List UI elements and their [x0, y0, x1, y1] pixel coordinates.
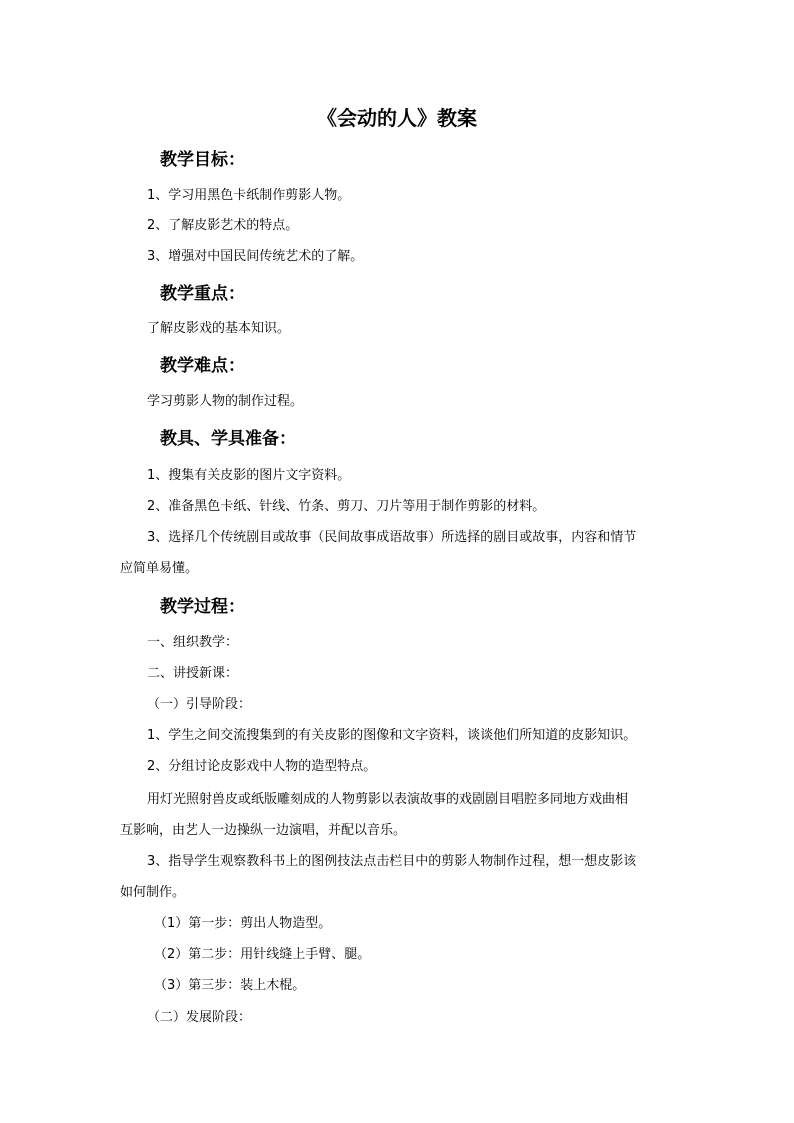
process-line: 2、分组讨论皮影戏中人物的造型特点。	[147, 759, 377, 774]
section-heading-goals: 教学目标：	[160, 150, 245, 170]
process-step: （2）第二步：用针线缝上手臂、腿。	[154, 947, 371, 962]
process-line: 1、学生之间交流搜集到的有关皮影的图像和文字资料，谈谈他们所知道的皮影知识。	[147, 728, 637, 743]
process-line: （二）发展阶段：	[147, 1010, 252, 1025]
section-heading-materials: 教具、学具准备：	[160, 429, 296, 449]
difficulties-text: 学习剪影人物的制作过程。	[147, 394, 304, 409]
process-line: 用灯光照射兽皮或纸版雕刻成的人物剪影以表演故事的戏剧剧目唱腔多同地方戏曲相	[147, 792, 629, 807]
key-points-text: 了解皮影戏的基本知识。	[147, 321, 291, 336]
process-step: （3）第三步：装上木棍。	[154, 978, 306, 993]
section-heading-process: 教学过程：	[160, 597, 245, 617]
process-line: 二、讲授新课：	[147, 666, 239, 681]
goal-item: 2、了解皮影艺术的特点。	[147, 218, 299, 233]
process-line-continuation: 互影响，由艺人一边操纵一边演唱，并配以音乐。	[120, 823, 407, 838]
materials-item: 3、选择几个传统剧目或故事（民间故事成语故事）所选择的剧目或故事，内容和情节	[147, 530, 637, 545]
materials-item-continuation: 应简单易懂。	[120, 561, 199, 576]
goal-item: 3、增强对中国民间传统艺术的了解。	[147, 249, 364, 264]
process-line: 3、指导学生观察教科书上的图例技法点击栏目中的剪影人物制作过程，想一想皮影该	[147, 854, 637, 869]
process-step: （1）第一步：剪出人物造型。	[154, 916, 332, 931]
section-heading-key-points: 教学重点：	[160, 284, 245, 304]
process-line-continuation: 如何制作。	[120, 885, 186, 900]
materials-item: 2、准备黑色卡纸、针线、竹条、剪刀、刀片等用于制作剪影的材料。	[147, 499, 546, 514]
document-title: 《会动的人》教案	[317, 106, 477, 130]
goal-item: 1、学习用黑色卡纸制作剪影人物。	[147, 188, 351, 203]
section-heading-difficulties: 教学难点：	[160, 356, 245, 376]
process-line: 一、组织教学：	[147, 635, 239, 650]
process-line: （一）引导阶段：	[147, 697, 252, 712]
materials-item: 1、搜集有关皮影的图片文字资料。	[147, 468, 351, 483]
